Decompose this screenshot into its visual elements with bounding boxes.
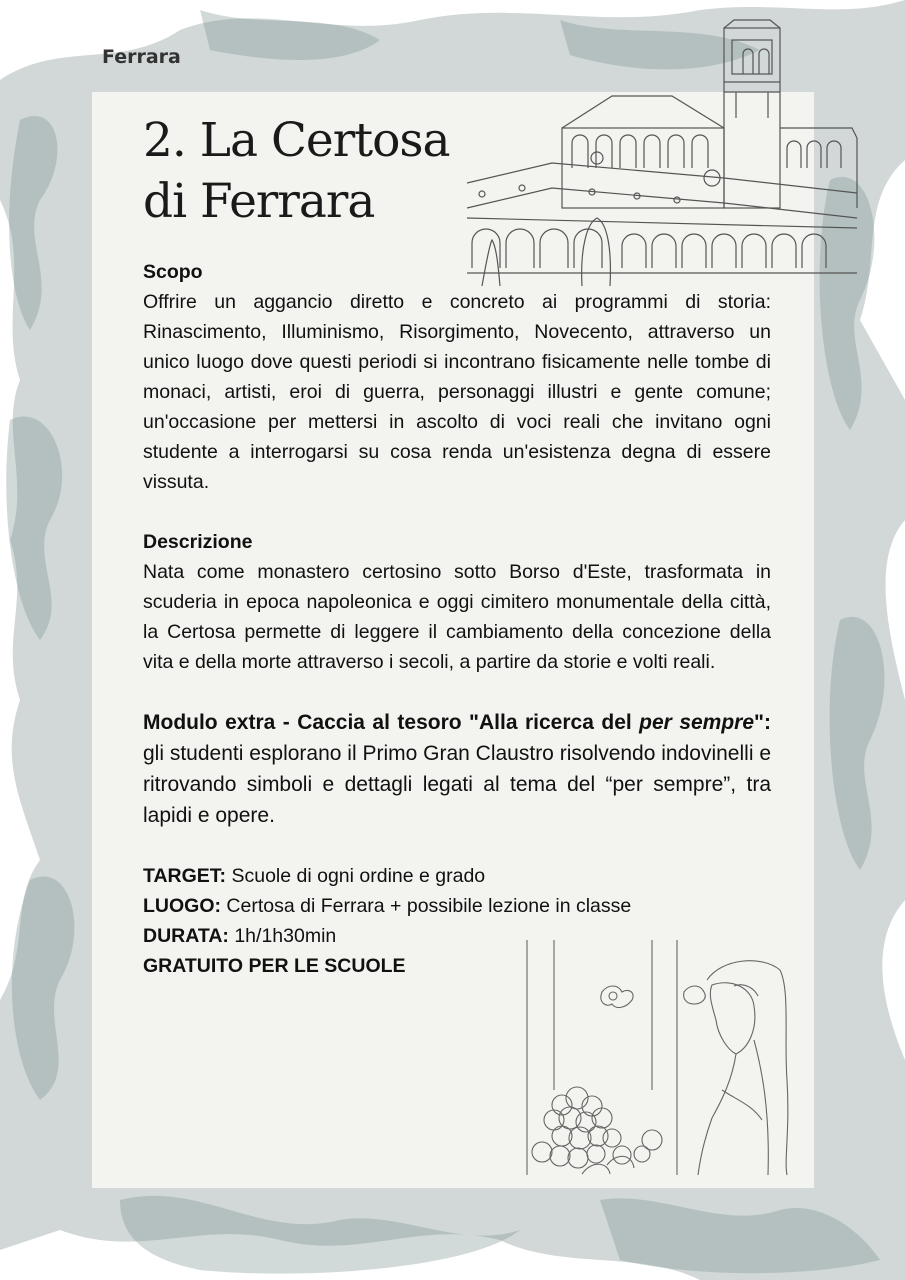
scopo-heading: Scopo <box>143 261 203 283</box>
scopo-text: Offrire un aggancio diretto e concreto ai programmi di storia: Rinascimento, Illuminismo, Risorgimento, Novecento, attraverso un unico luogo dove questi periodi si incontrano fisicamente nelle tombe di monaci, artisti, eroi di guerra, personaggi illustri e gente comune; un'occasione per mettersi in ascolto di voci reali che invitano ogni studente a interrogarsi su cosa renda un'esistenza degna di essere vissuta. <box>143 291 771 493</box>
content-body <box>143 257 771 981</box>
brand-label: Ferrara <box>102 46 181 68</box>
descrizione-text: Nata come monastero certosino sotto Borso d'Este, trasformata in scuderia in epoca napoleonica e oggi cimitero monumentale della città, la Certosa permette di leggere il cambiamento della concezione della vita e della morte attraverso i secoli, a partire da storie e volti reali. <box>143 561 771 673</box>
target-line <box>143 861 771 891</box>
descrizione-heading: Descrizione <box>143 531 253 553</box>
durata-value: 1h/1h30min <box>228 925 337 947</box>
title-line-1: 2. La Certosa <box>143 113 450 168</box>
target-value: Scuole di ogni ordine e grado <box>226 865 486 887</box>
title-line-2: di Ferrara <box>143 174 375 229</box>
durata-label: DURATA: <box>143 925 229 947</box>
extra-text: gli studenti esplorano il Primo Gran Claustro risolvendo indovinelli e ritrovando simboli e dettagli legati al tema del “per sempre”, tra lapidi e opere. <box>143 742 771 827</box>
extra-label-italic: per sempre <box>639 711 755 734</box>
target-label: TARGET: <box>143 865 227 887</box>
luogo-label: LUOGO: <box>143 895 221 917</box>
free-label: GRATUITO PER LE SCUOLE <box>143 955 406 977</box>
extra-label-start: Modulo extra - Caccia al tesoro "Alla ricerca del <box>143 711 640 734</box>
cemetery-statue-illustration <box>522 940 797 1180</box>
luogo-line <box>143 891 771 921</box>
page-title <box>143 110 450 232</box>
extra-module <box>143 707 771 831</box>
extra-label-end: ": <box>754 711 771 734</box>
certosa-building-illustration <box>462 18 862 288</box>
luogo-value: Certosa di Ferrara + possibile lezione in classe <box>221 895 632 917</box>
